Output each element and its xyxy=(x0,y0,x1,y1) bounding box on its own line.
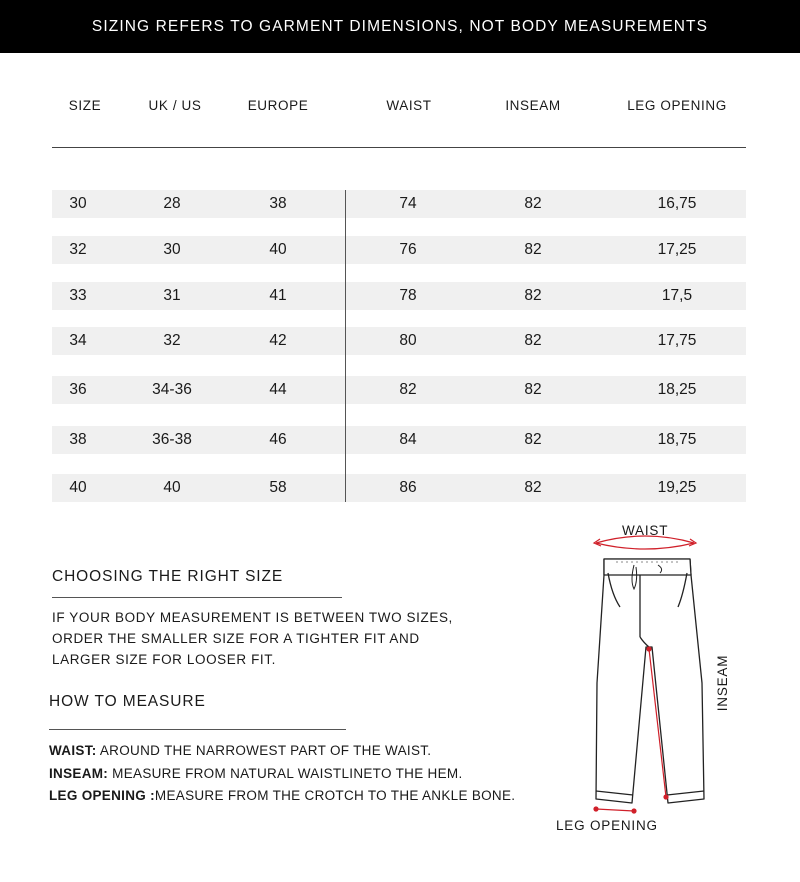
trousers-illustration xyxy=(560,515,800,845)
cell-europe: 40 xyxy=(269,241,287,258)
cell-europe: 46 xyxy=(269,431,287,448)
cell-size: 38 xyxy=(69,431,87,448)
choosing-title: CHOOSING THE RIGHT SIZE xyxy=(52,568,284,585)
cell-uk-us: 40 xyxy=(163,479,181,496)
waist-arrow xyxy=(594,536,696,549)
table-row xyxy=(52,282,746,310)
col-header-inseam: INSEAM xyxy=(505,98,561,113)
cell-europe: 42 xyxy=(269,332,287,349)
leg-opening-line xyxy=(594,807,636,813)
cell-waist: 80 xyxy=(399,332,417,349)
cell-leg-opening: 17,25 xyxy=(657,241,697,258)
measure-text: AROUND THE NARROWEST PART OF THE WAIST. xyxy=(96,743,432,758)
cell-size: 30 xyxy=(69,195,87,212)
cell-size: 40 xyxy=(69,479,87,496)
cell-europe: 58 xyxy=(269,479,287,496)
measure-label: LEG OPENING : xyxy=(49,788,155,803)
col-header-size: SIZE xyxy=(68,98,102,113)
cell-europe: 44 xyxy=(269,381,287,398)
cell-inseam: 82 xyxy=(524,431,542,448)
inseam-label: INSEAM xyxy=(715,654,730,712)
table-row xyxy=(52,190,746,218)
banner xyxy=(0,0,800,53)
measure-item-inseam xyxy=(49,766,463,781)
choosing-line: IF YOUR BODY MEASUREMENT IS BETWEEN TWO SIZES, xyxy=(52,610,453,625)
trousers-diagram xyxy=(556,515,800,845)
column-divider xyxy=(345,190,346,502)
measure-item-leg-opening xyxy=(49,788,515,803)
cell-inseam: 82 xyxy=(524,479,542,496)
cell-uk-us: 31 xyxy=(163,287,181,304)
choosing-divider xyxy=(52,597,342,598)
cell-waist: 86 xyxy=(399,479,417,496)
cell-leg-opening: 18,75 xyxy=(657,431,697,448)
cell-inseam: 82 xyxy=(524,381,542,398)
col-header-europe: EUROPE xyxy=(247,98,309,113)
cell-waist: 84 xyxy=(399,431,417,448)
cell-leg-opening: 18,25 xyxy=(657,381,697,398)
col-header-uk-us: UK / US xyxy=(148,98,202,113)
waist-label: WAIST xyxy=(622,523,669,538)
choosing-line: LARGER SIZE FOR LOOSER FIT. xyxy=(52,652,276,667)
cell-inseam: 82 xyxy=(524,195,542,212)
col-header-leg-opening: LEG OPENING xyxy=(627,98,727,113)
measure-title: HOW TO MEASURE xyxy=(49,693,206,710)
banner-text: SIZING REFERS TO GARMENT DIMENSIONS, NOT BODY MEASUREMENTS xyxy=(91,17,709,35)
choosing-line: ORDER THE SMALLER SIZE FOR A TIGHTER FIT AND xyxy=(52,631,420,646)
cell-uk-us: 32 xyxy=(163,332,181,349)
table-row xyxy=(52,426,746,454)
cell-size: 33 xyxy=(69,287,87,304)
col-header-waist: WAIST xyxy=(386,98,432,113)
header-divider xyxy=(52,147,746,148)
choosing-text xyxy=(52,607,453,670)
cell-uk-us: 28 xyxy=(163,195,181,212)
cell-size: 36 xyxy=(69,381,87,398)
cell-size: 32 xyxy=(69,241,87,258)
cell-leg-opening: 17,75 xyxy=(657,332,697,349)
cell-inseam: 82 xyxy=(524,332,542,349)
cell-leg-opening: 16,75 xyxy=(657,195,697,212)
cell-waist: 78 xyxy=(399,287,417,304)
table-row xyxy=(52,474,746,502)
cell-uk-us: 34-36 xyxy=(152,381,192,398)
measure-item-waist xyxy=(49,743,431,758)
cell-inseam: 82 xyxy=(524,241,542,258)
cell-waist: 82 xyxy=(399,381,417,398)
cell-waist: 76 xyxy=(399,241,417,258)
measure-label: WAIST: xyxy=(49,743,97,758)
cell-uk-us: 30 xyxy=(163,241,181,258)
cell-europe: 41 xyxy=(269,287,287,304)
cell-leg-opening: 17,5 xyxy=(661,287,693,304)
cell-inseam: 82 xyxy=(524,287,542,304)
leg-opening-label: LEG OPENING xyxy=(556,818,658,833)
cell-europe: 38 xyxy=(269,195,287,212)
measure-text: MEASURE FROM THE CROTCH TO THE ANKLE BONE. xyxy=(154,788,516,803)
trousers-outline xyxy=(596,559,704,803)
measure-label: INSEAM: xyxy=(49,766,109,781)
table-row xyxy=(52,327,746,355)
table-row xyxy=(52,236,746,264)
cell-leg-opening: 19,25 xyxy=(657,479,697,496)
table-row xyxy=(52,376,746,404)
measure-divider xyxy=(49,729,346,730)
cell-waist: 74 xyxy=(399,195,417,212)
measure-text: MEASURE FROM NATURAL WAISTLINETO THE HEM. xyxy=(108,766,463,781)
cell-size: 34 xyxy=(69,332,87,349)
cell-uk-us: 36-38 xyxy=(152,431,192,448)
